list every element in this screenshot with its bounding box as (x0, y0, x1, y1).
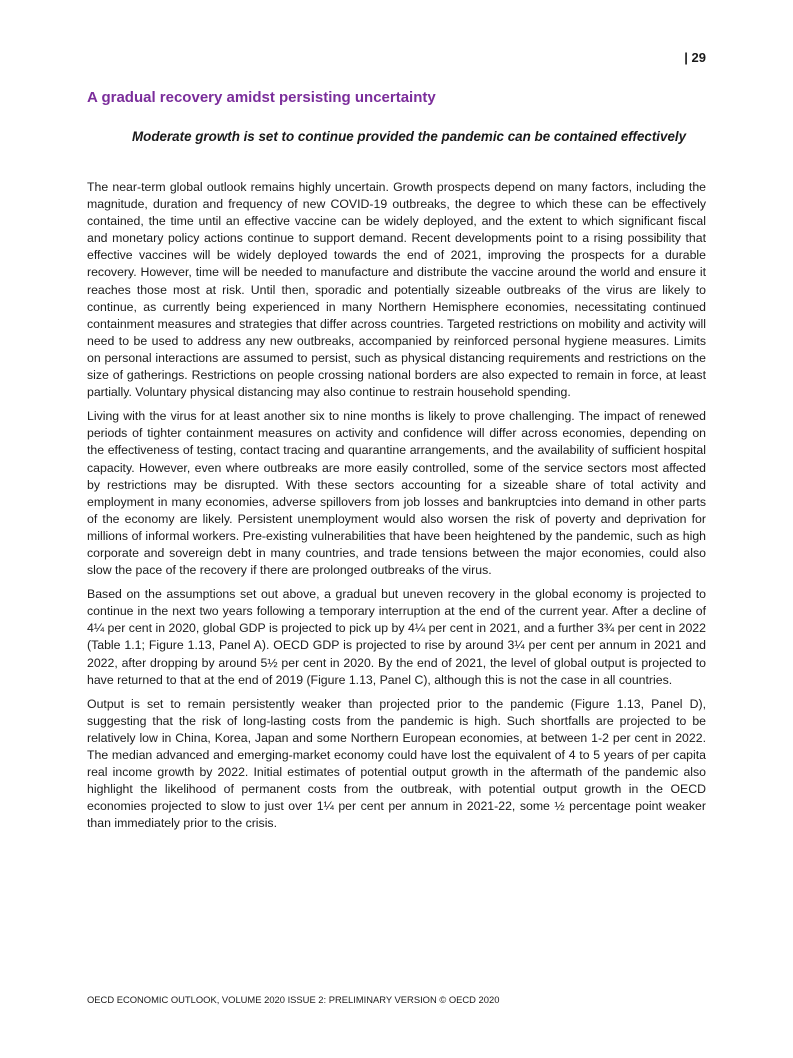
paragraph-output-shortfall: Output is set to remain persistently weaker than projected prior to the pandemic (Figure 1.13, Panel D), suggesting that the risk of long-lasting costs from the pandemic is high. Such shortfalls are projected to be relatively low in China, Korea, Japan and some Northern European economies, at between 1-2 per cent in 2022. The median advanced and emerging-market economy could have lost the equivalent of 4 to 5 years of per capita real income growth by 2022. Initial estimates of potential output growth in the aftermath of the pandemic also highlight the likelihood of permanent costs from the outbreak, with potential output growth in the OECD economies projected to slow to just over 1¼ per cent per annum in 2021-22, some ½ percentage point weaker than immediately prior to the crisis. (87, 696, 706, 831)
paragraph-gdp-projection: Based on the assumptions set out above, a gradual but uneven recovery in the global economy is projected to continue in the next two years following a temporary interruption at the end of the current year. After a decline of 4¼ per cent in 2020, global GDP is projected to pick up by 4¼ per cent in 2021, and a further 3¾ per cent in 2022 (Table 1.1; Figure 1.13, Panel A). OECD GDP is projected to rise by around 3¼ per cent per annum in 2021 and 2022, after dropping by around 5½ per cent in 2020. By the end of 2021, the level of global output is projected to have returned to that at the end of 2019 (Figure 1.13, Panel C), although this is not the case in all countries. (87, 587, 706, 687)
sub-heading: Moderate growth is set to continue provided the pandemic can be contained effectively (132, 129, 687, 144)
body-text (87, 179, 706, 839)
paragraph-living-with-virus: Living with the virus for at least another six to nine months is likely to prove challenging. The impact of renewed periods of tighter containment measures on activity and confidence will differ across economies, depending on the effectiveness of testing, contact tracing and quarantine arrangements, and the availability of sufficient hospital capacity. However, even where outbreaks are more easily controlled, some of the service sectors most affected by restrictions may be disrupted. With these sectors accounting for a sizeable share of total activity and employment in many economies, adverse spillovers from job losses and bankruptcies into demand in other parts of the economy are likely. Persistent unemployment would also worsen the risk of poverty and deprivation for millions of informal workers. Pre-existing vulnerabilities that have been heightened by the pandemic, such as high corporate and sovereign debt in many countries, and trade tensions between the major economies, could also slow the pace of the recovery if there are prolonged outbreaks of the virus. (87, 409, 706, 578)
paragraph-outlook: The near-term global outlook remains highly uncertain. Growth prospects depend on many factors, including the magnitude, duration and frequency of new COVID-19 outbreaks, the degree to which these can be effectively contained, the time until an effective vaccine can be widely deployed, and the extent to which significant fiscal and monetary policy actions continue to support demand. Recent developments point to a rising possibility that effective vaccines will be widely deployed towards the end of 2021, improving the prospects for a durable recovery. However, time will be needed to manufacture and distribute the vaccine around the world and ensure it reaches those most at risk. Until then, sporadic and potentially sizeable outbreaks of the virus are likely to continue, as currently being experienced in many Northern Hemisphere economies, necessitating continued containment measures and strategies that differ across countries. Targeted restrictions on mobility and activity will need to be used to address any new outbreaks, accompanied by reinforced personal hygiene measures. Limits on personal interactions are assumed to persist, such as physical distancing requirements and restrictions on the size of gatherings. Restrictions on people crossing national borders are also expected to remain in force, at least partially. Voluntary physical distancing may also continue to restrain household spending. (87, 180, 706, 400)
page-number: | 29 (684, 50, 706, 65)
page-footer: OECD ECONOMIC OUTLOOK, VOLUME 2020 ISSUE 2: PRELIMINARY VERSION © OECD 2020 (87, 994, 500, 1005)
section-heading: A gradual recovery amidst persisting uncertainty (87, 89, 436, 106)
